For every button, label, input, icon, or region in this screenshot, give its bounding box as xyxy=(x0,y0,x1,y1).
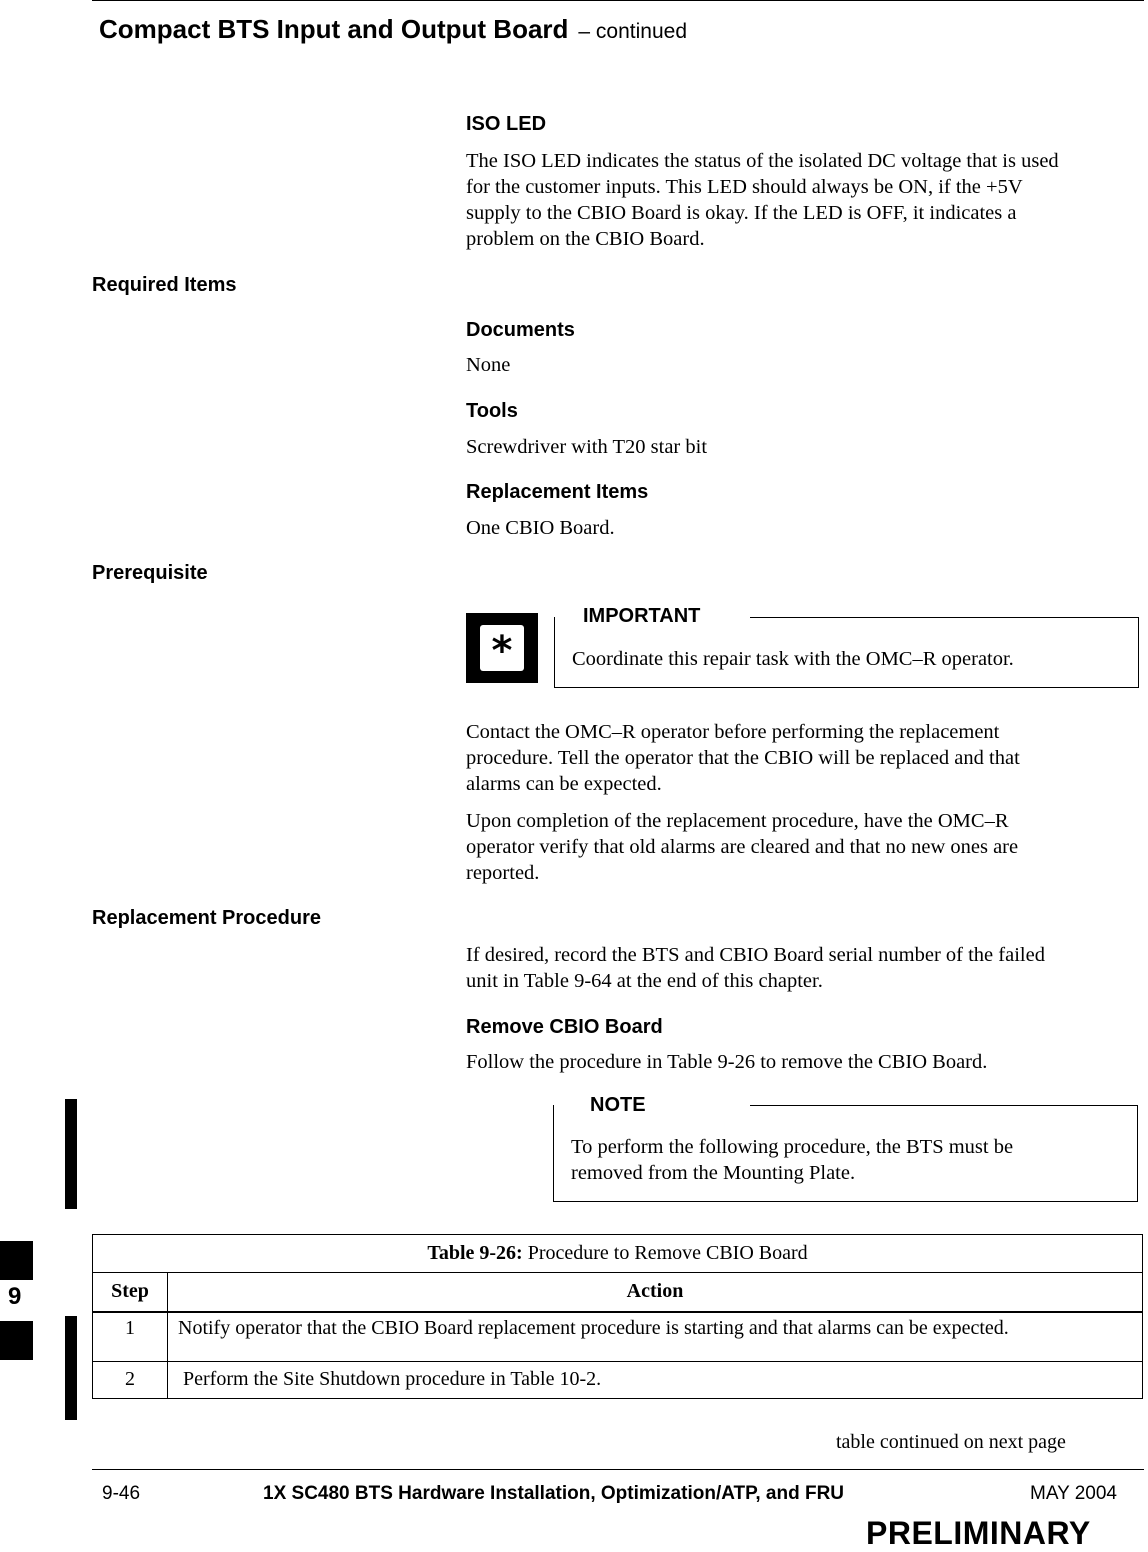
important-label: IMPORTANT xyxy=(583,605,701,627)
note-label: NOTE xyxy=(590,1094,646,1116)
header-title: Compact BTS Input and Output Board xyxy=(99,14,569,44)
replacement-procedure-heading: Replacement Procedure xyxy=(92,907,321,929)
footer-title: 1X SC480 BTS Hardware Installation, Optimization/ATP, and FRU xyxy=(263,1483,845,1504)
tools-text: Screwdriver with T20 star bit xyxy=(466,436,708,458)
prerequisite-line: reported. xyxy=(466,862,540,884)
header-continued: – continued xyxy=(578,20,688,43)
table-row xyxy=(93,1312,1143,1362)
table-continued-note: table continued on next page xyxy=(836,1431,1066,1453)
table-caption-number: Table 9-26: xyxy=(427,1242,523,1264)
remove-cbio-text: Follow the procedure in Table 9-26 to remove the CBIO Board. xyxy=(466,1051,988,1073)
footer-rule xyxy=(92,1469,1144,1470)
remove-cbio-heading: Remove CBIO Board xyxy=(466,1016,663,1038)
note-box-top-rule xyxy=(750,1105,1137,1106)
step-cell: 1 xyxy=(93,1312,168,1362)
header-rule xyxy=(92,0,1144,1)
chapter-tab-number: 9 xyxy=(8,1283,22,1310)
replacement-procedure-paragraph xyxy=(466,942,1146,994)
iso-led-line: problem on the CBIO Board. xyxy=(466,228,705,250)
change-bar xyxy=(65,1099,77,1209)
prerequisite-paragraph-1 xyxy=(466,719,1146,797)
prerequisite-line: procedure. Tell the operator that the CBIO will be replaced and that xyxy=(466,747,1020,769)
replacement-items-heading: Replacement Items xyxy=(466,481,649,503)
procedure-table xyxy=(92,1234,1143,1399)
replacement-procedure-line: unit in Table 9-64 at the end of this chapter. xyxy=(466,970,823,992)
prerequisite-line: Upon completion of the replacement procedure, have the OMC–R xyxy=(466,810,1009,832)
iso-led-line: supply to the CBIO Board is okay. If the LED is OFF, it indicates a xyxy=(466,202,1017,224)
table-caption xyxy=(93,1235,1143,1273)
note-line: removed from the Mounting Plate. xyxy=(571,1162,856,1184)
chapter-tab-block xyxy=(0,1241,33,1280)
note-text xyxy=(571,1134,1111,1186)
documents-heading: Documents xyxy=(466,319,575,341)
iso-led-paragraph xyxy=(466,148,1146,252)
action-cell: Perform the Site Shutdown procedure in Table 10-2. xyxy=(168,1362,1143,1399)
table-row xyxy=(93,1362,1143,1399)
footer-page-number: 9-46 xyxy=(102,1483,141,1504)
column-header-step: Step xyxy=(93,1273,168,1313)
table-caption-text: Procedure to Remove CBIO Board xyxy=(522,1242,808,1264)
replacement-items-text: One CBIO Board. xyxy=(466,517,615,539)
prerequisite-heading: Prerequisite xyxy=(92,562,208,584)
footer-preliminary: PRELIMINARY xyxy=(866,1515,1091,1551)
prerequisite-paragraph-2 xyxy=(466,808,1146,886)
page-header xyxy=(99,14,687,45)
chapter-tab-block xyxy=(0,1321,33,1360)
prerequisite-line: Contact the OMC–R operator before performing the replacement xyxy=(466,721,1000,743)
action-cell: Notify operator that the CBIO Board replacement procedure is starting and that alarms can be expected. xyxy=(168,1312,1143,1362)
important-text: Coordinate this repair task with the OMC–R operator. xyxy=(572,648,1014,670)
prerequisite-line: alarms can be expected. xyxy=(466,773,662,795)
iso-led-heading: ISO LED xyxy=(466,113,547,135)
required-items-heading: Required Items xyxy=(92,274,237,296)
tools-heading: Tools xyxy=(466,400,518,422)
prerequisite-line: operator verify that old alarms are cleared and that no new ones are xyxy=(466,836,1019,858)
change-bar xyxy=(65,1316,77,1420)
important-star-icon: * xyxy=(466,613,538,683)
step-cell: 2 xyxy=(93,1362,168,1399)
important-box-top-rule xyxy=(750,617,1138,618)
iso-led-line: for the customer inputs. This LED should always be ON, if the +5V xyxy=(466,176,1023,198)
footer-date: MAY 2004 xyxy=(1030,1483,1117,1504)
documents-text: None xyxy=(466,354,511,376)
replacement-procedure-line: If desired, record the BTS and CBIO Board serial number of the failed xyxy=(466,944,1045,966)
iso-led-line: The ISO LED indicates the status of the isolated DC voltage that is used xyxy=(466,150,1059,172)
note-line: To perform the following procedure, the BTS must be xyxy=(571,1136,1014,1158)
column-header-action: Action xyxy=(168,1273,1143,1313)
